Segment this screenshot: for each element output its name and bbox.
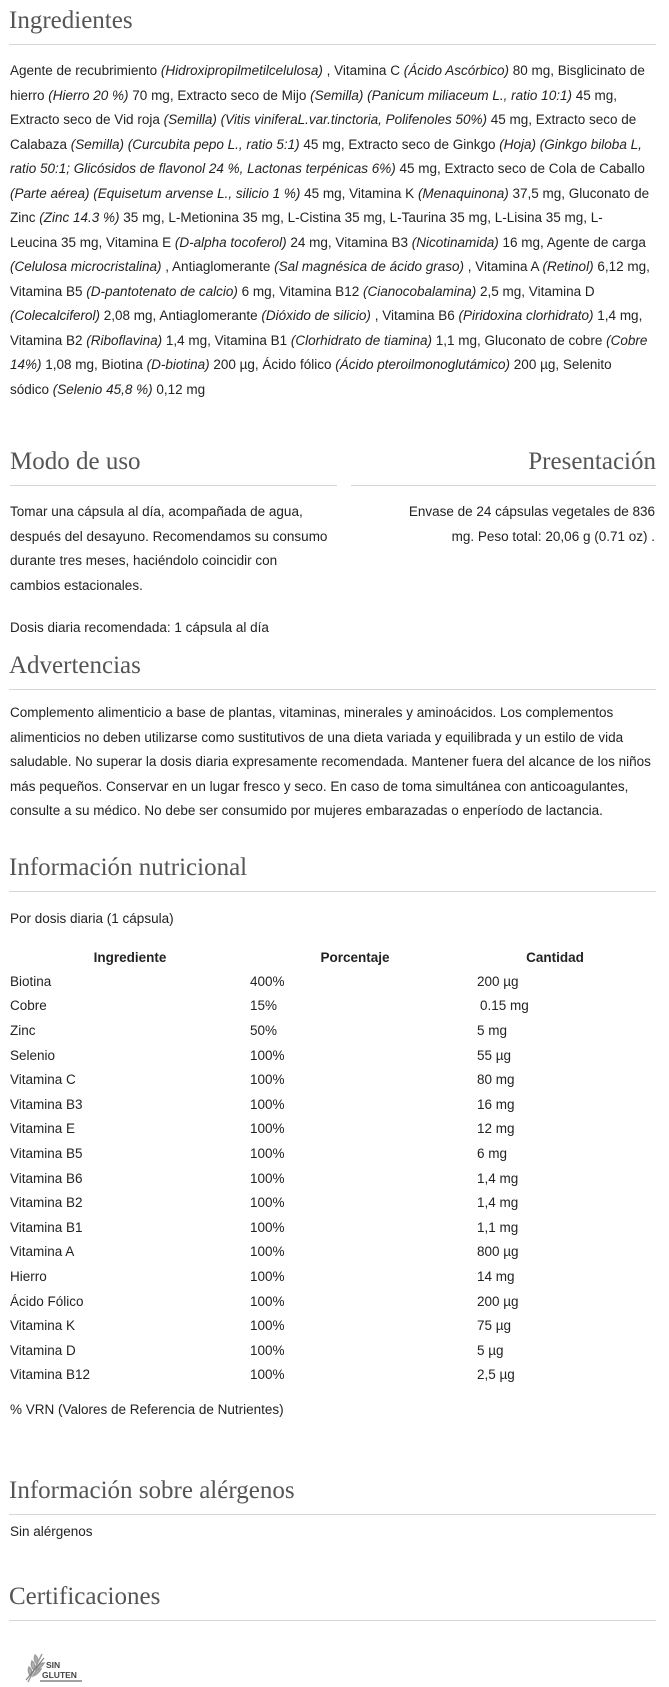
ingredient-detail: (Sal magnésica de ácido graso) — [274, 259, 464, 274]
allergens-divider — [9, 1514, 656, 1515]
sin-gluten-badge — [22, 1650, 88, 1684]
nutrient-percentage: 100% — [250, 1244, 285, 1260]
ingredient-detail: (Hierro 20 %) — [48, 87, 129, 103]
nutrition-row — [10, 1215, 650, 1240]
ingredient-text: 45 mg, Extracto seco de Vid roja — [10, 87, 617, 127]
nutrient-name: Vitamina D — [10, 1342, 76, 1358]
warnings-title: Advertencias — [9, 652, 141, 679]
nutrient-quantity: 200 µg — [477, 973, 519, 989]
certifications-section — [9, 1584, 656, 1621]
nutrition-row — [10, 1190, 650, 1215]
ingredient-detail: (Ácido Ascórbico) — [403, 63, 509, 78]
nutrient-percentage: 100% — [250, 1047, 285, 1063]
ingredients-title: Ingredientes — [9, 7, 133, 34]
nutrient-name: Zinc — [10, 1022, 36, 1038]
nutrient-quantity: 55 µg — [477, 1047, 512, 1063]
usage-section — [10, 449, 337, 486]
nutrition-row — [10, 1338, 650, 1363]
nutrition-row — [10, 1067, 650, 1092]
warnings-text: Complemento alimenticio a base de plantas, vitaminas, minerales y aminoácidos. Los complementos alimenticios no deben utilizarse como sustitutivos de una dieta variada y equilibrada y un estilo de vida saludable. No superar la dosis diaria expresamente recomendada. Mantener fuera del alcance de los niños más pequeños. Conservar en un lugar fresco y seco. En caso de toma simultánea con anticoagulantes, consulte a su médico. No debe ser consumido por mujeres embarazadas o enperíodo de lactancia. — [10, 705, 651, 818]
ingredients-section — [9, 8, 656, 45]
ingredients-divider — [9, 44, 656, 45]
nutrient-quantity: 1,4 mg — [477, 1170, 519, 1186]
nutrient-percentage: 50% — [250, 1022, 278, 1038]
ingredient-detail: (D-alpha tocoferol) — [174, 234, 287, 250]
nutrition-title: Información nutricional — [9, 854, 248, 881]
nutrient-name: Vitamina E — [10, 1121, 76, 1137]
ingredient-text: 0,12 mg — [152, 381, 206, 397]
nutrient-quantity: 14 mg — [477, 1268, 515, 1284]
ingredient-detail: (Piridoxina clorhidrato) — [458, 308, 594, 323]
ingredient-text: 6 mg, Vitamina B12 — [237, 283, 363, 299]
usage-divider — [10, 485, 337, 486]
badge-line2: GLUTEN — [42, 1670, 77, 1680]
ingredient-detail: (Selenio 45,8 %) — [52, 381, 153, 397]
ingredient-text: 35 mg, L-Metionina 35 mg, L-Cistina 35 mg, L-Taurina 35 mg, L-Lisina 35 mg, L-Leucina 35 mg, Vitamina E — [10, 210, 603, 250]
ingredient-text: , Vitamina B6 — [370, 308, 459, 323]
nutrition-divider — [9, 891, 656, 892]
nutrient-quantity: 1,1 mg — [477, 1219, 519, 1235]
nutrition-row — [10, 1018, 650, 1043]
nutrient-name: Vitamina B12 — [10, 1367, 91, 1383]
ingredient-detail: (Cobre 14%) — [10, 332, 648, 372]
ingredient-text: 1,08 mg, Biotina — [41, 357, 147, 372]
nutrient-name: Biotina — [10, 973, 52, 989]
warnings-section — [9, 653, 656, 690]
allergens-text: Sin alérgenos — [10, 1524, 93, 1539]
nutrient-percentage: 100% — [250, 1293, 285, 1309]
wheat-icon — [22, 1650, 88, 1684]
ingredient-text: , Antiaglomerante — [161, 259, 275, 274]
nutrient-percentage: 400% — [250, 973, 285, 989]
nutrient-name: Vitamina K — [10, 1318, 76, 1334]
nutrient-quantity: 1,4 mg — [477, 1195, 519, 1211]
nutrient-name: Ácido Fólico — [10, 1293, 84, 1309]
warnings-divider — [9, 689, 656, 690]
nutrition-row — [10, 1240, 650, 1265]
ingredient-text: 80 mg, Bisglicinato de hierro — [10, 63, 645, 103]
usage-dose: Dosis diaria recomendada: 1 cápsula al día — [10, 620, 269, 635]
ingredient-detail: (Menaquinona) — [417, 185, 509, 201]
usage-text: Tomar una cápsula al día, acompañada de agua, después del desayuno. Recomendamos su consumo durante tres meses, haciéndolo coincidir con cambios estacionales. — [10, 504, 328, 593]
nutrition-row — [10, 1264, 650, 1289]
nutrition-row — [10, 969, 650, 994]
nutrition-row — [10, 994, 650, 1019]
nutrient-name: Vitamina B5 — [10, 1145, 83, 1161]
certifications-divider — [9, 1620, 656, 1621]
nutrition-row — [10, 1363, 650, 1388]
ingredient-detail: (Retinol) — [542, 259, 594, 274]
nutrient-name: Cobre — [10, 998, 47, 1014]
presentation-title: Presentación — [528, 448, 656, 475]
nutrient-percentage: 100% — [250, 1268, 285, 1284]
nutrient-name: Selenio — [10, 1047, 56, 1063]
nutrient-name: Vitamina B1 — [10, 1219, 83, 1235]
nutrition-row — [10, 1313, 650, 1338]
ingredient-text: 2,5 mg, Vitamina D — [476, 283, 595, 299]
ingredient-text: 6,12 mg, Vitamina B5 — [10, 259, 650, 299]
nutrient-quantity: 16 mg — [477, 1096, 515, 1112]
nutrition-subtitle: Por dosis diaria (1 cápsula) — [10, 911, 174, 926]
nutrient-name: Vitamina B6 — [10, 1170, 83, 1186]
ingredient-text: 45 mg, Extracto seco de Cola de Caballo — [395, 161, 645, 176]
ingredient-detail: (Zinc 14.3 %) — [39, 210, 120, 225]
nutrition-row — [10, 1092, 650, 1117]
nutrient-percentage: 100% — [250, 1121, 285, 1137]
nutrient-percentage: 100% — [250, 1072, 285, 1088]
nutrient-percentage: 100% — [250, 1342, 285, 1358]
ingredient-detail: (Riboflavina) — [86, 332, 163, 348]
nutrition-footnote: % VRN (Valores de Referencia de Nutrientes) — [10, 1402, 284, 1417]
ingredient-text: 45 mg, Extracto seco de Calabaza — [10, 112, 637, 152]
ingredient-text: 70 mg, Extracto seco de Mijo — [128, 87, 311, 103]
ingredient-detail: (Ácido pteroilmonoglutámico) — [335, 357, 511, 372]
allergens-section — [9, 1478, 656, 1515]
ingredient-detail: (Celulosa microcristalina) — [10, 259, 162, 274]
header-percentage: Porcentaje — [320, 949, 390, 965]
nutrition-table-wrap — [10, 945, 650, 1387]
nutrient-quantity: 800 µg — [477, 1244, 519, 1260]
ingredient-text: 2,08 mg, Antiaglomerante — [100, 308, 262, 323]
ingredient-detail: (Cianocobalamina) — [362, 283, 477, 299]
ingredient-detail: (Semilla) (Vitis viniferaL.var.tinctoria, Polifenoles 50%) — [163, 112, 487, 127]
allergens-title: Información sobre alérgenos — [9, 1477, 295, 1504]
nutrition-section — [9, 855, 656, 892]
certifications-title: Certificaciones — [9, 1583, 161, 1610]
ingredient-text: 37,5 mg, Gluconato de Zinc — [10, 185, 650, 225]
nutrition-row — [10, 1117, 650, 1142]
ingredient-text: 24 mg, Vitamina B3 — [286, 234, 412, 250]
ingredient-text: 45 mg, Extracto seco de Ginkgo — [299, 136, 500, 152]
nutrient-quantity: 75 µg — [477, 1318, 512, 1334]
nutrient-percentage: 100% — [250, 1170, 285, 1186]
nutrition-row — [10, 1289, 650, 1314]
nutrient-name: Hierro — [10, 1268, 47, 1284]
ingredient-text: Agente de recubrimiento — [10, 63, 161, 78]
ingredient-text: 1,4 mg, Vitamina B1 — [162, 332, 291, 348]
nutrition-row — [10, 1141, 650, 1166]
ingredient-text: 1,1 mg, Gluconato de cobre — [431, 332, 607, 348]
header-ingredient: Ingrediente — [93, 949, 167, 965]
ingredient-text: 45 mg, Vitamina K — [300, 185, 418, 201]
nutrient-quantity: 200 µg — [477, 1293, 519, 1309]
nutrient-name: Vitamina A — [10, 1244, 75, 1260]
nutrient-quantity: 2,5 µg — [477, 1367, 515, 1383]
nutrient-name: Vitamina B2 — [10, 1195, 83, 1211]
ingredient-detail: (Dióxido de silicio) — [261, 308, 371, 323]
presentation-section — [351, 449, 656, 486]
ingredients-text — [10, 59, 650, 402]
nutrient-name: Vitamina C — [10, 1072, 76, 1088]
nutrient-quantity: 6 mg — [477, 1145, 508, 1161]
ingredient-text: , Vitamina A — [463, 259, 543, 274]
nutrient-percentage: 100% — [250, 1096, 285, 1112]
ingredient-detail: (Clorhidrato de tiamina) — [290, 332, 432, 348]
nutrient-quantity: 12 mg — [477, 1121, 515, 1137]
nutrient-percentage: 100% — [250, 1318, 285, 1334]
nutrient-name: Vitamina B3 — [10, 1096, 83, 1112]
ingredient-detail: (Nicotinamida) — [411, 234, 499, 250]
nutrition-row — [10, 1166, 650, 1191]
nutrition-header-row — [10, 945, 650, 969]
nutrient-quantity: 80 mg — [477, 1072, 515, 1088]
nutrition-row — [10, 1043, 650, 1068]
header-quantity: Cantidad — [526, 949, 584, 965]
ingredient-detail: (Semilla) (Curcubita pepo L., ratio 5:1) — [70, 136, 300, 152]
badge-line1: SIN — [46, 1660, 61, 1670]
ingredient-text: , Vitamina C — [322, 63, 404, 78]
ingredient-text: 200 µg, Ácido fólico — [209, 357, 336, 372]
ingredient-detail: (Semilla) (Panicum miliaceum L., ratio 10:1) — [310, 87, 572, 103]
nutrient-percentage: 15% — [250, 998, 278, 1014]
nutrient-percentage: 100% — [250, 1145, 285, 1161]
presentation-divider — [351, 485, 656, 486]
presentation-text: Envase de 24 cápsulas vegetales de 836 mg. Peso total: 20,06 g (0.71 oz) . — [408, 504, 655, 544]
nutrition-table — [10, 945, 650, 1387]
usage-title: Modo de uso — [10, 448, 141, 475]
ingredient-text: 16 mg, Agente de carga — [498, 234, 646, 250]
ingredient-detail: (D-pantotenato de calcio) — [86, 283, 238, 299]
nutrient-percentage: 100% — [250, 1195, 285, 1211]
ingredient-detail: (Parte aérea) (Equisetum arvense L., silicio 1 %) — [10, 185, 301, 201]
ingredient-detail: (Hidroxipropilmetilcelulosa) — [160, 63, 323, 78]
nutrient-quantity: 5 mg — [477, 1022, 508, 1038]
nutrient-percentage: 100% — [250, 1367, 285, 1383]
nutrient-quantity: 0.15 mg — [480, 998, 529, 1014]
ingredient-text: 1,4 mg, Vitamina B2 — [10, 308, 643, 348]
ingredient-text: 200 µg, Selenito sódico — [10, 357, 612, 397]
ingredient-detail: (Hoja) (Ginkgo biloba L, ratio 50:1; Glicósidos de flavonol 24 %, Lactonas terpénicas 6%) — [10, 136, 642, 176]
ingredient-detail: (D-biotina) — [146, 357, 210, 372]
ingredient-detail: (Colecalciferol) — [10, 308, 101, 323]
nutrient-percentage: 100% — [250, 1219, 285, 1235]
nutrient-quantity: 5 µg — [477, 1342, 504, 1358]
